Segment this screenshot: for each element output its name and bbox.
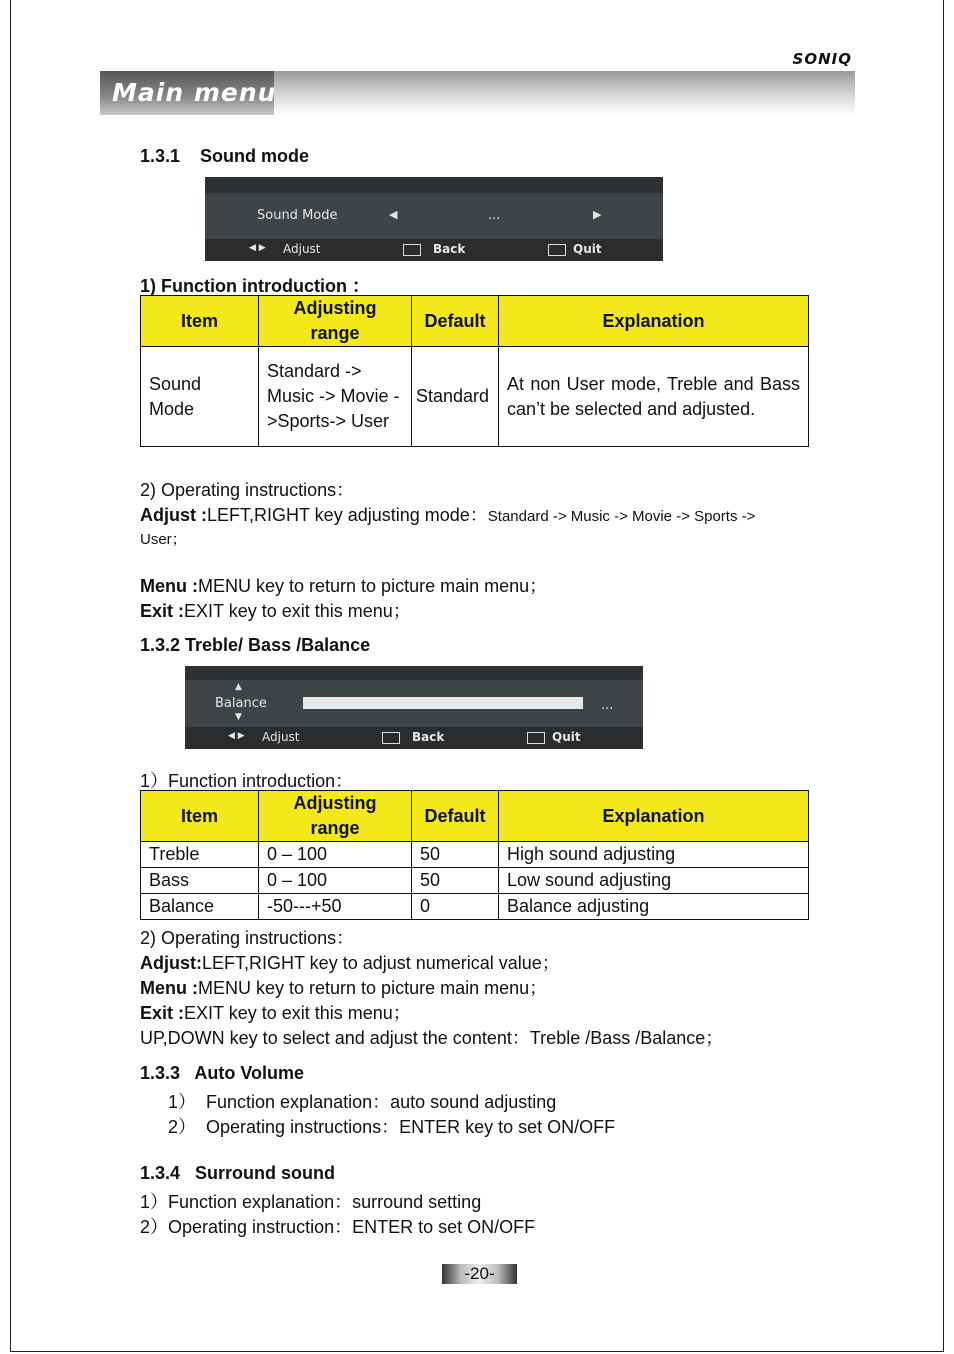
balance-bar-track — [303, 697, 583, 709]
balance-bar-fill — [303, 697, 583, 709]
menu-instruction: Menu :MENU key to return to picture main menu； — [140, 576, 548, 596]
osd-quit-label: Quit — [552, 730, 581, 744]
cell-explanation: High sound adjusting — [499, 842, 809, 868]
exit-key-icon — [527, 732, 545, 748]
cell-default: Standard — [412, 347, 499, 447]
menu-key-icon — [382, 732, 400, 748]
auto-volume-line-2: 2） Operating instructions：ENTER key to set ON/OFF — [168, 1117, 616, 1137]
left-right-arrows-icon: ◀ ▶ — [228, 731, 245, 741]
osd-adjust-label: Adjust — [262, 730, 300, 744]
cell-range: 0 – 100 — [259, 842, 412, 868]
left-right-arrows-icon: ◀ ▶ — [249, 243, 266, 253]
auto-volume-line-1: 1） Function explanation：auto sound adjusting — [168, 1092, 557, 1112]
osd-balance — [185, 666, 643, 749]
section-heading-auto-volume: 1.3.3 Auto Volume — [140, 1063, 305, 1083]
down-arrow-icon: ▼ — [235, 712, 242, 722]
cell-explanation: At non User mode, Treble and Bass can’t be selected and adjusted. — [499, 347, 809, 447]
col-item: Item — [141, 791, 259, 842]
brand-logo: SONIQ — [792, 50, 852, 68]
op-instructions-title-2: 2) Operating instructions： — [140, 928, 355, 948]
exit-instruction: Exit :EXIT key to exit this menu； — [140, 601, 411, 621]
sound-mode-table — [140, 295, 809, 447]
osd-value: ... — [488, 208, 501, 223]
menu-instruction-2: Menu :MENU key to return to picture main menu； — [140, 978, 548, 998]
function-intro-title: 1) Function introduction ： — [140, 276, 370, 296]
adjust-instruction-2: Adjust:LEFT,RIGHT key to adjust numerical value； — [140, 953, 560, 973]
treble-bass-table — [140, 790, 809, 920]
cell-explanation: Balance adjusting — [499, 894, 809, 920]
col-range: Adjusting range — [259, 296, 412, 347]
adjust-instruction: Adjust :LEFT,RIGHT key adjusting mode：Standard -> Music -> Movie -> Sports -> — [140, 505, 756, 525]
cell-item: Treble — [141, 842, 259, 868]
osd-label: Balance — [215, 696, 267, 711]
up-arrow-icon: ▲ — [235, 682, 242, 692]
osd-label: Sound Mode — [257, 208, 338, 223]
col-explanation: Explanation — [499, 791, 809, 842]
col-item: Item — [141, 296, 259, 347]
col-explanation: Explanation — [499, 296, 809, 347]
osd-quit-label: Quit — [573, 242, 602, 256]
surround-line-2: 2）Operating instruction：ENTER to set ON/OFF — [140, 1217, 536, 1237]
right-arrow-icon: ▶ — [593, 208, 602, 221]
col-default: Default — [412, 296, 499, 347]
cell-default: 0 — [412, 894, 499, 920]
function-intro-title-2: 1）Function introduction： — [140, 771, 354, 791]
col-range: Adjusting range — [259, 791, 412, 842]
cell-default: 50 — [412, 868, 499, 894]
cell-range: 0 – 100 — [259, 868, 412, 894]
col-default: Default — [412, 791, 499, 842]
cell-item: Sound Mode — [141, 347, 259, 447]
page-number: -20- — [442, 1264, 517, 1284]
section-heading-sound-mode: 1.3.1 Sound mode — [140, 146, 310, 166]
osd-sound-mode — [205, 177, 663, 261]
cell-item: Balance — [141, 894, 259, 920]
osd-adjust-label: Adjust — [283, 242, 321, 256]
left-arrow-icon: ◀ — [389, 208, 398, 221]
exit-instruction-2: Exit :EXIT key to exit this menu； — [140, 1003, 411, 1023]
table-row — [141, 842, 809, 868]
section-heading-treble-bass: 1.3.2 Treble/ Bass /Balance — [140, 635, 371, 655]
op-instructions-title: 2) Operating instructions： — [140, 480, 355, 500]
cell-item: Bass — [141, 868, 259, 894]
adjust-instruction-cont: User； — [140, 531, 187, 548]
page-title: Main menu — [112, 78, 277, 107]
osd-back-label: Back — [412, 730, 445, 744]
osd-value: ... — [601, 698, 614, 713]
section-heading-surround: 1.3.4 Surround sound — [140, 1163, 336, 1183]
surround-line-1: 1）Function explanation：surround setting — [140, 1192, 482, 1212]
menu-key-icon — [403, 244, 421, 260]
table-row — [141, 868, 809, 894]
cell-range: Standard -> Music -> Movie ->Sports-> User — [259, 347, 412, 447]
cell-range: -50---+50 — [259, 894, 412, 920]
exit-key-icon — [548, 244, 566, 260]
cell-default: 50 — [412, 842, 499, 868]
updown-instruction: UP,DOWN key to select and adjust the content：Treble /Bass /Balance； — [140, 1028, 724, 1048]
cell-explanation: Low sound adjusting — [499, 868, 809, 894]
osd-back-label: Back — [433, 242, 466, 256]
table-row — [141, 894, 809, 920]
